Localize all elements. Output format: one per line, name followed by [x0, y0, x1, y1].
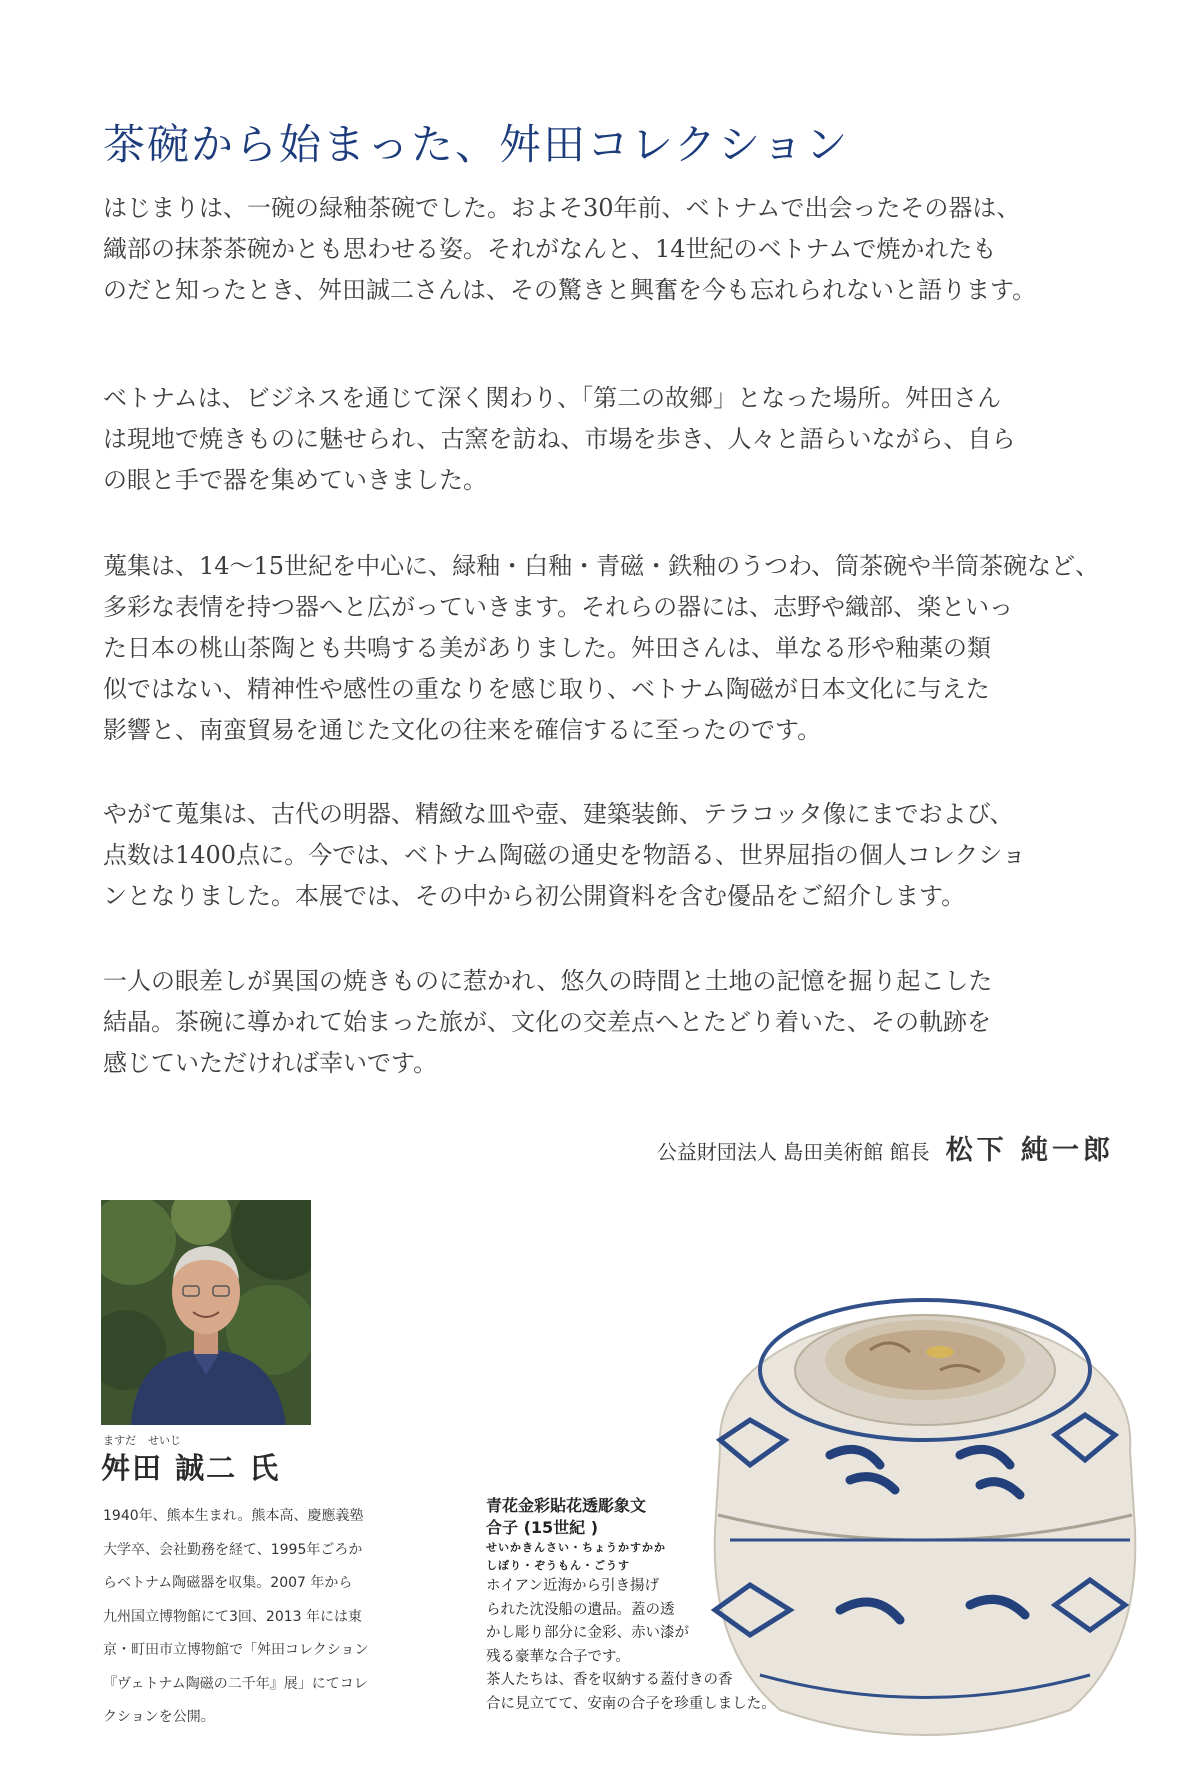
artifact-title-line: 青花金彩貼花透彫象文 — [486, 1496, 647, 1515]
artifact-description-line: られた沈没船の遺品。蓋の透 — [486, 1601, 675, 1618]
paragraph-line: の眼と手で器を集めていきました。 — [103, 466, 487, 494]
artifact-title — [486, 1495, 846, 1539]
paragraph-3 — [103, 546, 1123, 751]
signature — [657, 1128, 1114, 1167]
paragraph-line: のだと知ったとき、舛田誠二さんは、その驚きと興奮を今も忘れられないと語ります。 — [103, 276, 1037, 304]
paragraph-line: 結晶。茶碗に導かれて始まった旅が、文化の交差点へとたどり着いた、その軌跡を — [103, 1008, 991, 1036]
bio-line: 京・町田市立博物館で「舛田コレクション — [103, 1642, 369, 1658]
paragraph-line: 織部の抹茶茶碗かとも思わせる姿。それがなんと、14世紀のベトナムで焼かれたも — [103, 235, 997, 263]
paragraph-line: た日本の桃山茶陶とも共鳴する美がありました。舛田さんは、単なる形や釉薬の類 — [103, 634, 991, 662]
paragraph-1 — [103, 188, 1123, 311]
artifact-reading-line: せいかきんさい・ちょうかすかか — [486, 1541, 666, 1554]
bio-line: 九州国立博物館にて3回、2013 年には東 — [103, 1608, 362, 1625]
paragraph-line: 影響と、南蛮貿易を通じた文化の往来を確信するに至ったのです。 — [103, 716, 822, 744]
paragraph-line: 似ではない、精神性や感性の重なりを感じ取り、ベトナム陶磁が日本文化に与えた — [103, 675, 990, 703]
signature-role: 公益財団法人 島田美術館 館長 — [656, 1140, 930, 1164]
artifact-description-line: かし彫り部分に金彩、赤い漆が — [486, 1625, 689, 1641]
portrait-photo — [101, 1200, 311, 1425]
artifact-description-line: 残る豪華な合子です。 — [486, 1648, 630, 1665]
artifact-description-line: 合に見立てて、安南の合子を珍重しました。 — [486, 1695, 776, 1712]
paragraph-line: はじまりは、一碗の緑釉茶碗でした。およそ30年前、ベトナムで出会ったその器は、 — [103, 194, 1021, 222]
paragraph-5 — [103, 961, 1123, 1084]
bio-line: 1940年、熊本生まれ。熊本高、慶應義塾 — [103, 1508, 364, 1524]
portrait-image — [101, 1200, 311, 1425]
person-bio — [103, 1500, 423, 1735]
bio-line: 『ヴェトナム陶磁の二千年』展」にてコレ — [103, 1675, 368, 1692]
signature-name: 松下 純一郎 — [945, 1135, 1114, 1166]
paragraph-line: 多彩な表情を持つ器へと広がっていきます。それらの器には、志野や織部、楽といっ — [103, 593, 1014, 621]
paragraph-line: やがて蒐集は、古代の明器、精緻な皿や壺、建築装飾、テラコッタ像にまでおよび、 — [103, 800, 1014, 828]
artifact-description-line: 茶人たちは、香を収納する蓋付きの香 — [486, 1672, 733, 1688]
page-title: 茶碗から始まった、舛田コレクション — [103, 120, 850, 169]
paragraph-4 — [103, 794, 1123, 917]
paragraph-line: は現地で焼きものに魅せられ、古窯を訪ね、市場を歩き、人々と語らいながら、自ら — [103, 425, 1016, 453]
paragraph-line: 蒐集は、14〜15世紀を中心に、緑釉・白釉・青磁・鉄釉のうつわ、筒茶碗や半筒茶碗など、 — [103, 552, 1100, 580]
paragraph-2 — [103, 378, 1123, 501]
paragraph-line: 一人の眼差しが異国の焼きものに惹かれ、悠久の時間と土地の記憶を掘り起こした — [103, 967, 993, 995]
bio-line: らベトナム陶磁器を収集。2007 年から — [103, 1575, 353, 1591]
furigana-surname: ますだ — [103, 1434, 136, 1447]
artifact-caption — [486, 1495, 846, 1716]
furigana-given-name: せいじ — [148, 1434, 181, 1447]
artifact-title-line: 合子 (15世紀 ) — [486, 1518, 599, 1537]
paragraph-line: 点数は1400点に。今では、ベトナム陶磁の通史を物語る、世界屈指の個人コレクショ — [103, 841, 1026, 869]
paragraph-line: 感じていただければ幸いです。 — [103, 1049, 438, 1077]
bio-line: 大学卒、会社勤務を経て、1995年ごろか — [103, 1541, 363, 1558]
bio-line: クションを公開。 — [103, 1709, 215, 1725]
artifact-reading — [486, 1539, 846, 1575]
artifact-description — [486, 1575, 846, 1716]
paragraph-line: ベトナムは、ビジネスを通じて深く関わり、「第二の故郷」となった場所。舛田さん — [103, 384, 1002, 412]
artifact-reading-line: しぼり・ぞうもん・ごうす — [486, 1559, 630, 1572]
artifact-description-line: ホイアン近海から引き揚げ — [486, 1578, 659, 1594]
person-name: 舛田 誠二 氏 — [101, 1451, 281, 1485]
paragraph-line: ンとなりました。本展では、その中から初公開資料を含む優品をご紹介します。 — [103, 882, 966, 910]
